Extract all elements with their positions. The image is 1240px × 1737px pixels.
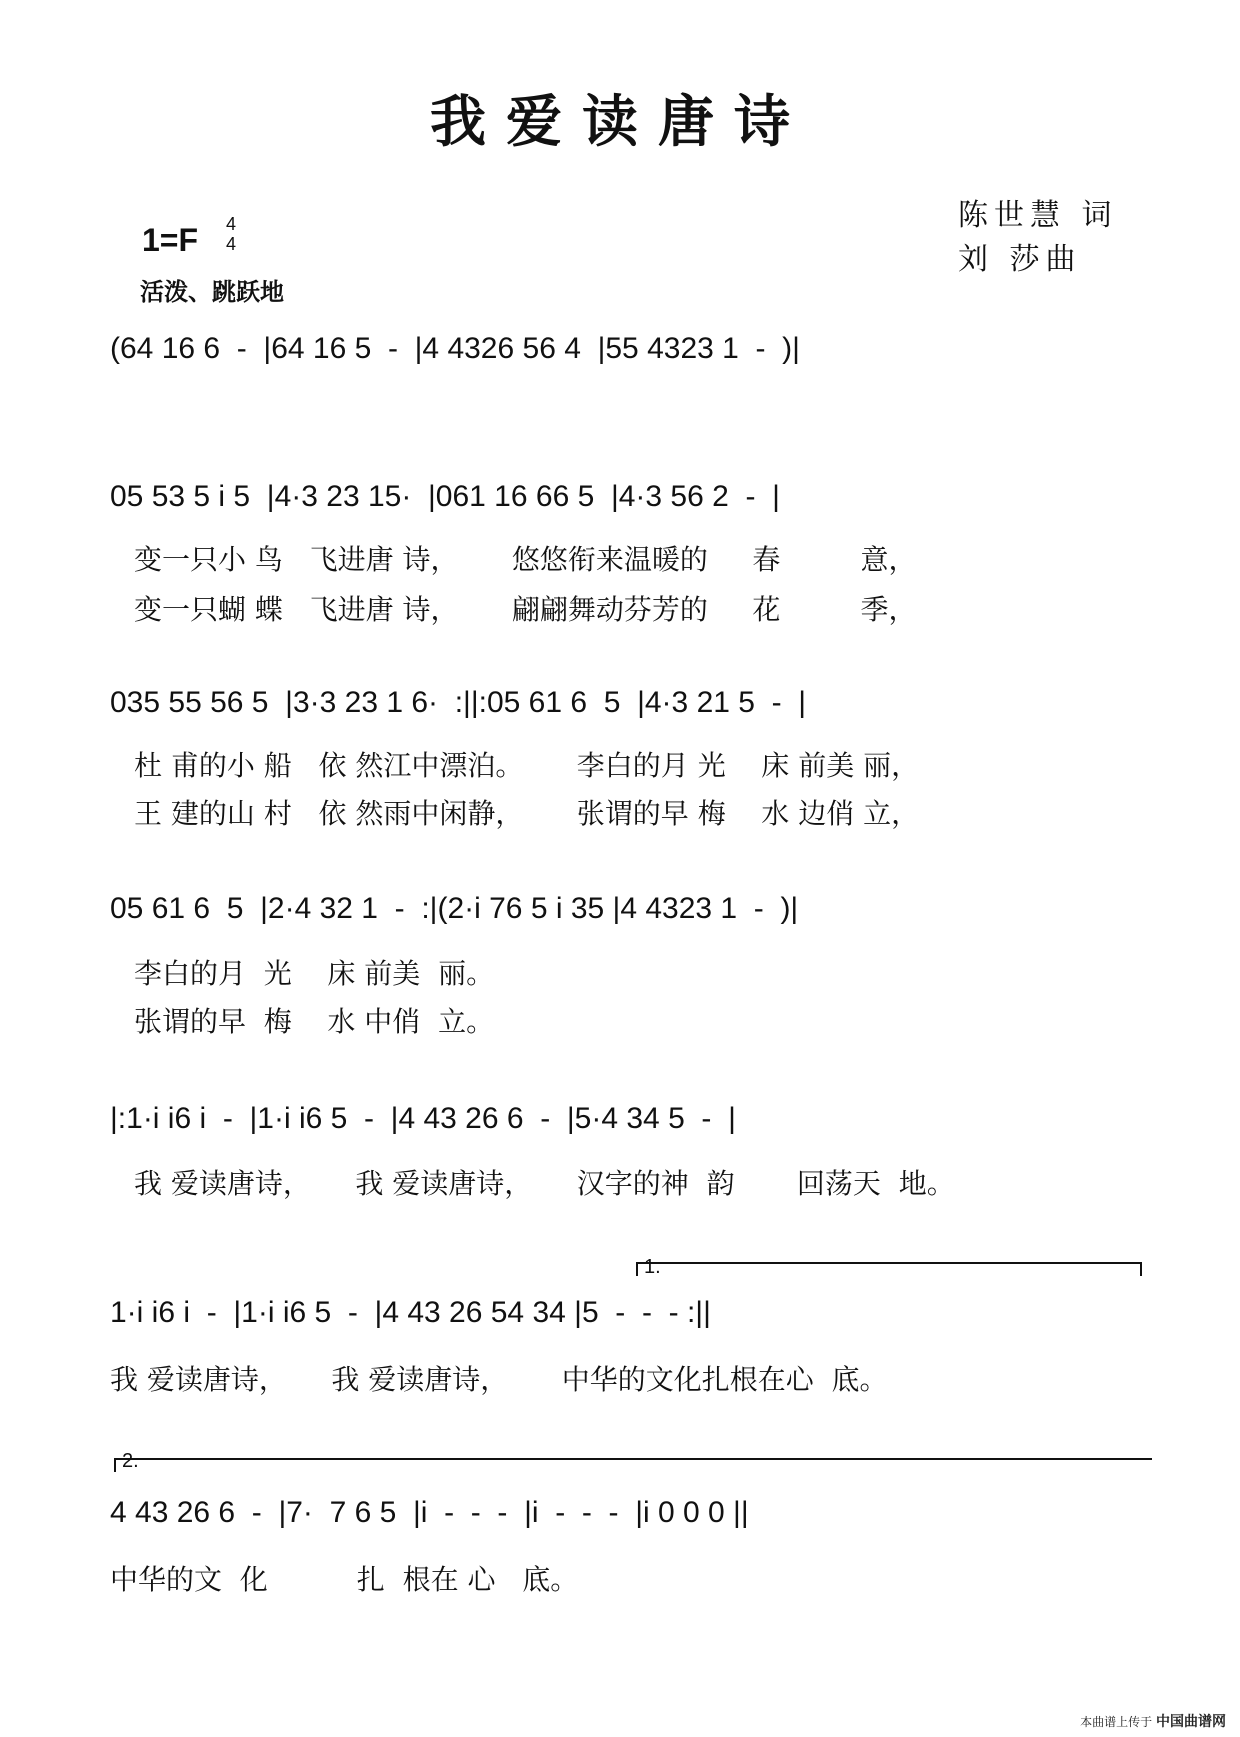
first-ending-label: 1. — [644, 1256, 661, 1278]
second-ending-line — [114, 1458, 1152, 1460]
score-row-3: 035 55 56 5 |3·3 23 1 6· :||:05 61 6 5 |4·3 21 5 - | — [110, 686, 807, 719]
score-row-1: (64 16 6 - |64 16 5 - |4 4326 56 4 |55 4323 1 - )| — [110, 332, 800, 365]
lyrics-row-2-verse-1: 变一只小 鸟 飞进唐 诗， 悠悠衔来温暖的 春 意， — [134, 543, 917, 576]
score-row-5: |:1·i i6 i - |1·i i6 5 - |4 43 26 6 - |5·4 34 5 - | — [110, 1102, 736, 1135]
score-row-2: 05 53 5 i 5 |4·3 23 15· |061 16 66 5 |4·3 56 2 - | — [110, 480, 780, 513]
lyrics-row-6: 我 爱读唐诗， 我 爱读唐诗， 中华的文化扎根在心 底。 — [110, 1363, 888, 1396]
time-signature — [226, 214, 236, 254]
key-label: 1=F — [142, 222, 199, 258]
lyrics-row-4-verse-2: 张谓的早 梅 水 中俏 立。 — [134, 1005, 495, 1038]
lyrics-row-2-verse-2: 变一只蝴 蝶 飞进唐 诗， 翩翩舞动芬芳的 花 季， — [134, 593, 917, 626]
song-title: 我爱读唐诗 — [430, 89, 810, 155]
lyrics-row-7: 中华的文 化 扎 根在 心 底。 — [110, 1563, 579, 1596]
first-ending-line — [636, 1262, 1142, 1264]
upload-credit-prefix: 本曲谱上传于 — [1080, 1715, 1153, 1729]
time-signature-bottom: 4 — [226, 234, 237, 254]
first-ending-hook — [636, 1262, 638, 1276]
lyricist-credit: 陈世慧 词 — [958, 198, 1118, 233]
second-ending-hook — [114, 1458, 116, 1472]
key-signature — [142, 214, 237, 259]
tempo-marking: 活泼、跳跃地 — [140, 278, 284, 306]
lyrics-row-3-verse-2: 王 建的山 村 依 然雨中闲静， 张谓的早 梅 水 边俏 立， — [134, 797, 920, 830]
upload-credit — [1080, 1711, 1226, 1731]
lyrics-row-3-verse-1: 杜 甫的小 船 依 然江中漂泊。 李白的月 光 床 前美 丽， — [134, 749, 920, 782]
score-row-6: 1·i i6 i - |1·i i6 5 - |4 43 26 54 34 |5 - - - :|| — [110, 1296, 711, 1329]
site-name: 中国曲谱网 — [1156, 1714, 1226, 1730]
second-ending-label: 2. — [122, 1450, 139, 1472]
score-row-7: 4 43 26 6 - |7· 7 6 5 |i - - - |i - - - |i 0 0 0 || — [110, 1496, 749, 1529]
lyrics-row-4-verse-1: 李白的月 光 床 前美 丽。 — [134, 957, 495, 990]
lyrics-row-5: 我 爱读唐诗， 我 爱读唐诗， 汉字的神 韵 回荡天 地。 — [134, 1167, 955, 1200]
time-signature-top: 4 — [226, 214, 237, 234]
composer-credit: 刘 莎曲 — [958, 242, 1082, 277]
score-row-4: 05 61 6 5 |2·4 32 1 - :|(2·i 76 5 i 35 |4 4323 1 - )| — [110, 892, 799, 925]
first-ending-hook-end — [1140, 1262, 1142, 1276]
